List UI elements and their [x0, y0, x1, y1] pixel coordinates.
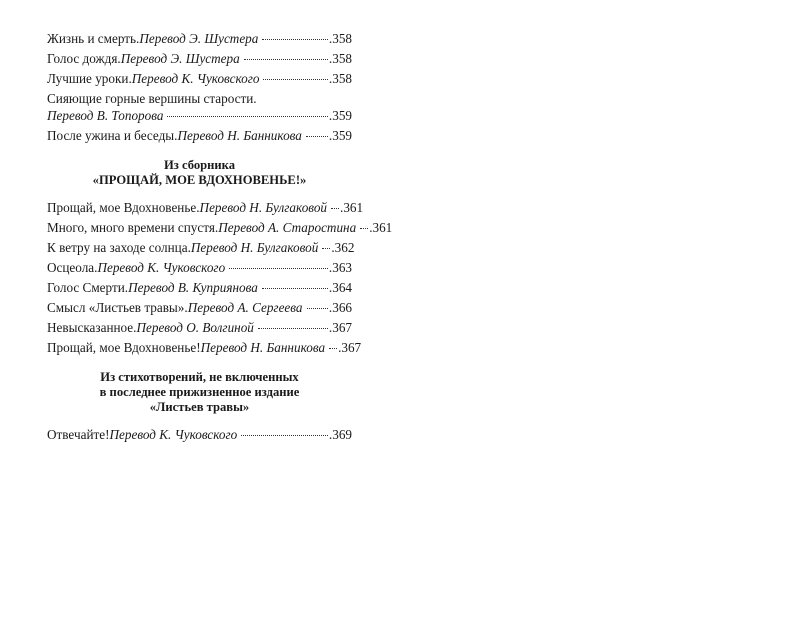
translator-credit: Перевод А. Старостина [218, 220, 357, 236]
dot-leader [167, 116, 327, 117]
translator-credit: Перевод В. Куприянова [128, 280, 258, 296]
toc-entry [47, 50, 352, 67]
dot-leader [360, 228, 368, 229]
poem-title: Лучшие уроки. [47, 71, 132, 86]
page-number: .366 [328, 300, 352, 316]
poem-title: Отвечайте! [47, 427, 110, 443]
page-number: .358 [328, 71, 352, 86]
toc-entry [47, 30, 352, 47]
page-number: .364 [328, 280, 352, 296]
dot-leader [307, 308, 328, 309]
toc-entry [47, 90, 352, 125]
poem-title: Много, много времени спустя. [47, 220, 219, 236]
toc-entry [47, 339, 362, 356]
poem-title: После ужина и беседы. [47, 128, 178, 144]
poem-title: Невысказанное. [47, 320, 137, 336]
toc-entry [47, 426, 352, 443]
page-number: .369 [328, 427, 352, 443]
toc-entry [47, 199, 364, 216]
page-number: .367 [328, 320, 352, 336]
section-heading-line: «ПРОЩАЙ, МОЕ ВДОХНОВЕНЬЕ!» [92, 173, 307, 188]
translator-credit: Перевод К. Чуковского [131, 71, 260, 86]
translator-credit: Перевод В. Топорова [47, 108, 164, 124]
toc-entry [47, 70, 352, 87]
poem-title: Голос Смерти. [47, 280, 129, 296]
translator-credit: Перевод Н. Банникова [177, 128, 302, 144]
dot-leader [258, 328, 328, 329]
dot-leader [329, 348, 337, 349]
toc-entry [47, 127, 352, 144]
dot-leader [262, 39, 328, 40]
section-heading [47, 158, 352, 188]
page-number: .359 [328, 128, 352, 144]
page-number: .361 [340, 200, 364, 216]
poem-title: Смысл «Листьев травы». [47, 300, 188, 316]
toc-entry [47, 219, 393, 236]
poem-title: Осцеола. [47, 260, 98, 276]
poem-title: К ветру на заходе солнца. [47, 240, 191, 256]
toc-entry [47, 299, 352, 316]
dot-leader [229, 268, 328, 269]
dot-leader [262, 288, 328, 289]
table-of-contents [47, 30, 393, 446]
translator-credit: Перевод Н. Банникова [200, 340, 326, 356]
dot-leader [306, 136, 328, 137]
poem-title: Сияющие горные вершины старости. [47, 91, 257, 106]
dot-leader [244, 59, 328, 60]
dot-leader [241, 435, 328, 436]
toc-entry [47, 259, 352, 276]
translator-credit: Перевод Э. Шустера [139, 31, 259, 46]
section-heading-line: Из стихотворений, не включенных [100, 369, 299, 384]
page-number: .361 [369, 220, 393, 236]
translator-credit: Перевод Э. Шустера [120, 51, 240, 66]
translator-credit: Перевод О. Волгиной [136, 320, 254, 336]
page-number: .363 [328, 260, 352, 276]
section-heading [47, 370, 352, 416]
section-heading-line: Из сборника [163, 157, 236, 172]
page-number: .362 [331, 240, 355, 256]
poem-title: Голос дождя. [47, 51, 121, 66]
toc-entry [47, 319, 352, 336]
page-number: .367 [338, 340, 362, 356]
toc-entry [47, 239, 355, 256]
poem-title: Жизнь и смерть. [47, 31, 140, 46]
section-heading-line: «Листьев травы» [149, 400, 250, 415]
translator-credit: Перевод Н. Булгаковой [190, 240, 319, 256]
dot-leader [263, 79, 327, 80]
dot-leader [331, 208, 339, 209]
page-number: .359 [328, 108, 352, 124]
translator-credit: Перевод Н. Булгаковой [199, 200, 328, 216]
translator-credit: Перевод А. Сергеева [187, 300, 303, 316]
page-number: .358 [328, 31, 352, 46]
dot-leader [322, 248, 330, 249]
translator-credit: Перевод К. Чуковского [97, 260, 226, 276]
translator-credit: Перевод К. Чуковского [109, 427, 238, 443]
page-number: .358 [328, 51, 352, 66]
section-heading-line: в последнее прижизненное издание [99, 384, 300, 399]
toc-entry [47, 279, 352, 296]
poem-title: Прощай, мое Вдохновенье! [47, 340, 201, 356]
poem-title: Прощай, мое Вдохновенье. [47, 200, 200, 216]
